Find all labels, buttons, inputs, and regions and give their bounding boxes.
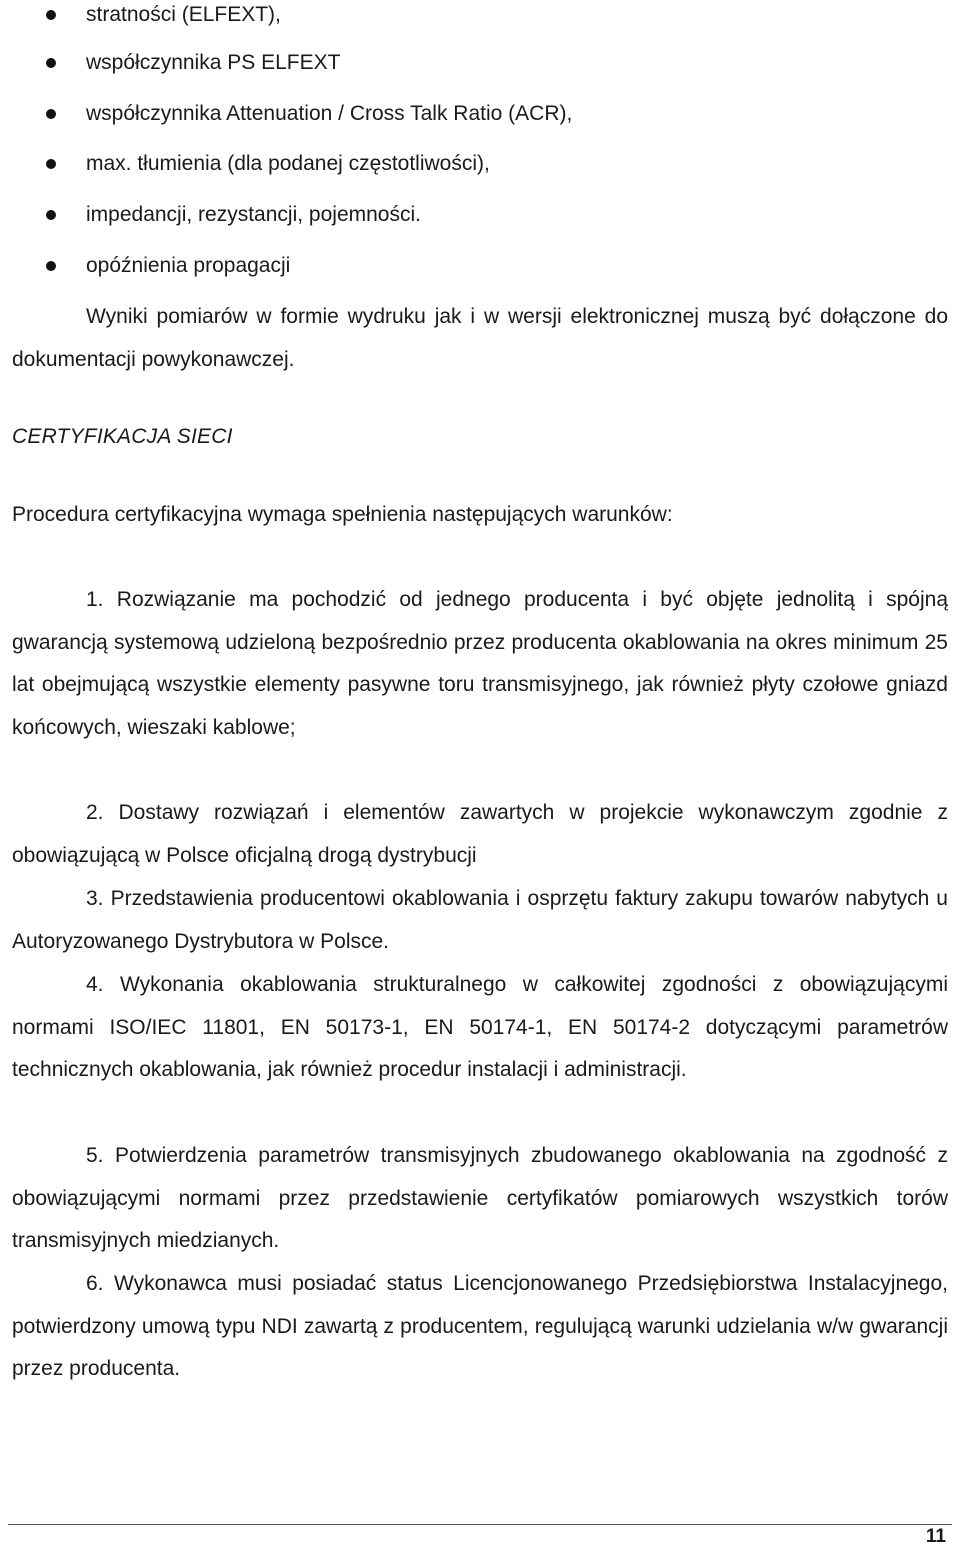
lead-sentence: Procedura certyfikacyjna wymaga spełnienia następujących warunków: [12, 503, 673, 526]
condition-4: 4. Wykonania okablowania strukturalnego w całkowitej zgodności z obowiązującymi normami ISO/IEC 11801, EN 50173-1, EN 50174-1, EN 50174-2 dotyczącymi parametrów technicznych okablowania, jak również procedur instalacji i administracji. [12, 973, 948, 1082]
list-item [0, 200, 940, 230]
list-item [0, 251, 940, 281]
footer-divider [8, 1524, 952, 1525]
bullet-icon [46, 109, 56, 119]
page-number: 11 [925, 1526, 946, 1547]
bullet-icon [46, 210, 56, 220]
list-item-text: współczynnika Attenuation / Cross Talk Ratio (ACR), [86, 102, 573, 125]
condition-6: 6. Wykonawca musi posiadać status Licencjonowanego Przedsiębiorstwa Instalacyjnego, potwierdzony umową typu NDI zawartą z producentem, regulującą warunki udzielania w/w gwarancji przez producenta. [12, 1272, 948, 1381]
bullet-icon [46, 261, 56, 271]
list-item [0, 48, 940, 78]
list-item-text: stratności (ELFEXT), [86, 3, 281, 26]
bullet-icon [46, 58, 56, 68]
list-item-text: współczynnika PS ELFEXT [86, 51, 341, 74]
bullet-icon [46, 159, 56, 169]
condition-1: 1. Rozwiązanie ma pochodzić od jednego producenta i być objęte jednolitą i spójną gwarancją systemową udzieloną bezpośrednio przez producenta okablowania na okres minimum 25 lat obejmującą wszystkie elementy pasywne toru transmisyjnego, jak również płyty czołowe gniazd końcowych, wieszaki kablowe; [12, 588, 948, 739]
list-item-text: opóźnienia propagacji [86, 254, 291, 277]
list-item [0, 99, 940, 129]
list-item-text: max. tłumienia (dla podanej częstotliwości), [86, 152, 490, 175]
condition-2: 2. Dostawy rozwiązań i elementów zawartych w projekcie wykonawczym zgodnie z obowiązującą w Polsce oficjalną drogą dystrybucji [12, 801, 948, 867]
bullet-icon [46, 10, 56, 20]
list-item-text: impedancji, rezystancji, pojemności. [86, 203, 421, 226]
section-heading: CERTYFIKACJA SIECI [12, 425, 233, 448]
condition-5: 5. Potwierdzenia parametrów transmisyjnych zbudowanego okablowania na zgodność z obowiązującymi normami przez przedstawienie certyfikatów pomiarowych wszystkich torów transmisyjnych miedzianych. [12, 1144, 948, 1253]
results-paragraph: Wyniki pomiarów w formie wydruku jak i w wersji elektronicznej muszą być dołączone do dokumentacji powykonawczej. [12, 305, 948, 371]
list-item [0, 149, 940, 179]
condition-3: 3. Przedstawienia producentowi okablowania i osprzętu faktury zakupu towarów nabytych u Autoryzowanego Dystrybutora w Polsce. [12, 887, 948, 953]
list-item [0, 0, 940, 30]
